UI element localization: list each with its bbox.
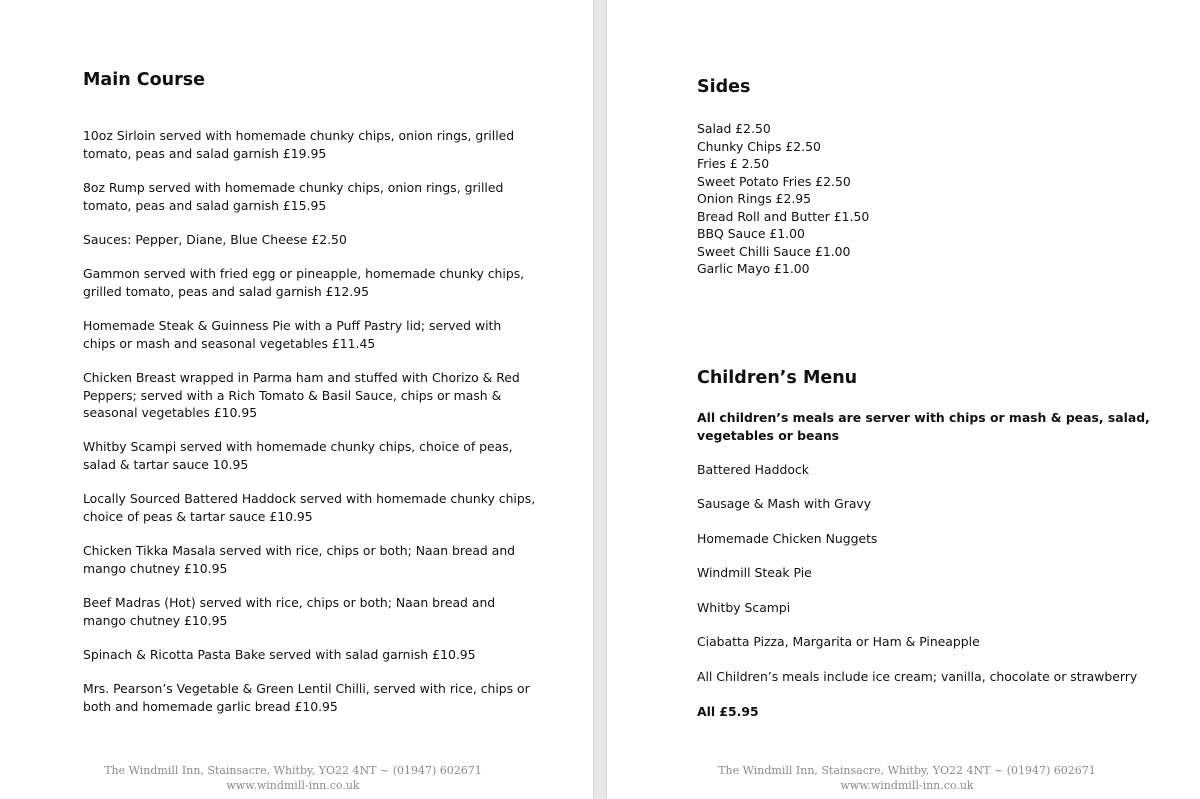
left-page	[0, 0, 593, 799]
side-item: BBQ Sauce £1.00	[697, 226, 805, 241]
menu-item-tikka-masala: Chicken Tikka Masala served with rice, chips or both; Naan bread and mango chutney £10.95	[83, 543, 516, 576]
menu-item-beef-madras: Beef Madras (Hot) served with rice, chips or both; Naan bread and mango chutney £10.95	[83, 595, 496, 628]
side-item: Garlic Mayo £1.00	[697, 261, 810, 276]
menu-item-whitby-scampi: Whitby Scampi served with homemade chunky chips, choice of peas, salad & tartar sauce 10.95	[83, 439, 513, 472]
child-item: Whitby Scampi	[697, 600, 791, 615]
childrens-price: All £5.95	[697, 704, 759, 719]
child-item: Windmill Steak Pie	[697, 565, 812, 580]
sides-heading: Sides	[697, 77, 751, 97]
menu-item-steak-pie: Homemade Steak & Guinness Pie with a Puff Pastry lid; served with chips or mash and seasonal vegetables £11.45	[83, 318, 502, 351]
right-page	[607, 0, 1200, 799]
menu-item-chicken-breast: Chicken Breast wrapped in Parma ham and stuffed with Chorizo & Red Peppers; served with a Rich Tomato & Basil Sauce, chips or mash & seasonal vegetables £10.95	[83, 370, 520, 420]
childrens-menu-intro: All children’s meals are server with chips or mash & peas, salad, vegetables or beans	[697, 410, 1150, 443]
childrens-dessert-note: All Children’s meals include ice cream; vanilla, chocolate or strawberry	[697, 669, 1138, 684]
side-item: Sweet Potato Fries £2.50	[697, 173, 851, 189]
child-item: Battered Haddock	[697, 462, 809, 477]
menu-item-sauces: Sauces: Pepper, Diane, Blue Cheese £2.50	[83, 232, 347, 247]
side-item: Sweet Chilli Sauce £1.00	[697, 243, 851, 259]
child-item: Sausage & Mash with Gravy	[697, 496, 872, 511]
footer-address: The Windmill Inn, Stainsacre, Whitby, YO22 4NT ~ (01947) 602671	[718, 764, 1096, 777]
menu-item-gammon: Gammon served with fried egg or pineapple, homemade chunky chips, grilled tomato, peas and salad garnish £12.95	[83, 266, 525, 299]
side-item: Salad £2.50	[697, 121, 771, 136]
sides-list	[697, 120, 869, 278]
child-item: Ciabatta Pizza, Margarita or Ham & Pineapple	[697, 634, 980, 649]
side-item: Onion Rings £2.95	[697, 191, 812, 206]
menu-item-lentil-chilli: Mrs. Pearson’s Vegetable & Green Lentil Chilli, served with rice, chips or both and homemade garlic bread £10.95	[83, 681, 530, 714]
footer-website: www.windmill-inn.co.uk	[226, 779, 360, 792]
menu-item-sirloin: 10oz Sirloin served with homemade chunky chips, onion rings, grilled tomato, peas and salad garnish £19.95	[83, 128, 515, 161]
main-course-heading: Main Course	[83, 70, 206, 90]
footer-website: www.windmill-inn.co.uk	[840, 779, 974, 792]
page-footer	[83, 763, 503, 793]
childrens-menu-heading: Children’s Menu	[697, 368, 858, 388]
page-footer	[697, 763, 1117, 793]
menu-item-battered-haddock: Locally Sourced Battered Haddock served with homemade chunky chips, choice of peas & tartar sauce £10.95	[83, 491, 536, 524]
menu-item-rump: 8oz Rump served with homemade chunky chips, onion rings, grilled tomato, peas and salad garnish £15.95	[83, 180, 504, 213]
footer-address: The Windmill Inn, Stainsacre, Whitby, YO22 4NT ~ (01947) 602671	[104, 764, 482, 777]
menu-item-pasta-bake: Spinach & Ricotta Pasta Bake served with salad garnish £10.95	[83, 647, 476, 662]
page-gutter	[593, 0, 607, 799]
side-item: Chunky Chips £2.50	[697, 138, 821, 154]
side-item: Fries £ 2.50	[697, 156, 770, 171]
side-item: Bread Roll and Butter £1.50	[697, 208, 870, 224]
child-item: Homemade Chicken Nuggets	[697, 531, 878, 546]
